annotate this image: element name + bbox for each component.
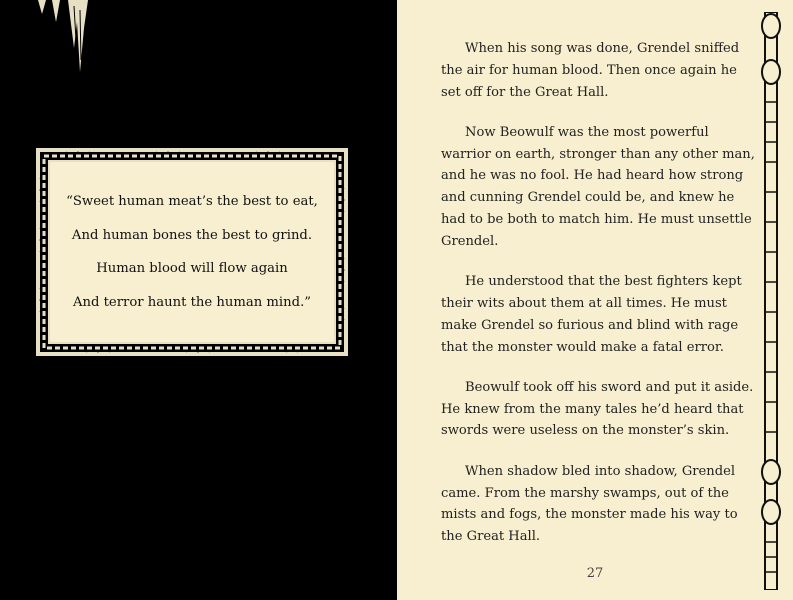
right-page <box>397 0 793 600</box>
paragraph-3: He understood that the best fighters kept their wits about them at all times. He must make Grendel so furious and blind with rage that the monster would make a fatal error. <box>441 274 742 355</box>
poem-frame <box>36 148 348 356</box>
poem-line-2: And human bones the best to grind. <box>71 227 313 243</box>
paragraph-5: When shadow bled into shadow, Grendel came. From the marshy swamps, out of the mists and fogs, the monster made his way to the Great Hall. <box>441 463 738 545</box>
stalactite-illustration <box>30 0 100 80</box>
paragraph-2: Now Beowulf was the most powerful warrior on earth, stronger than any other man, and he was no fool. He had heard how strong and cunning Grendel could be, and knew he had to be both to match him. He must unsettle Grendel. <box>441 124 755 249</box>
carved-border-column <box>759 12 783 590</box>
page-number: 27 <box>586 566 604 581</box>
story-text <box>441 38 756 566</box>
paragraph-4: Beowulf took off his sword and put it aside. He knew from the many tales he’d heard that swords were useless on the monster’s skin. <box>441 379 754 439</box>
poem-line-1: “Sweet human meat’s the best to eat, <box>66 194 318 210</box>
poem-box <box>50 162 334 342</box>
paragraph-1: When his song was done, Grendel sniffed the air for human blood. Then once again he set off for the Great Hall. <box>441 41 740 100</box>
poem-line-3: Human blood will flow again <box>96 261 288 277</box>
poem-line-4: And terror haunt the human mind.” <box>72 294 312 310</box>
